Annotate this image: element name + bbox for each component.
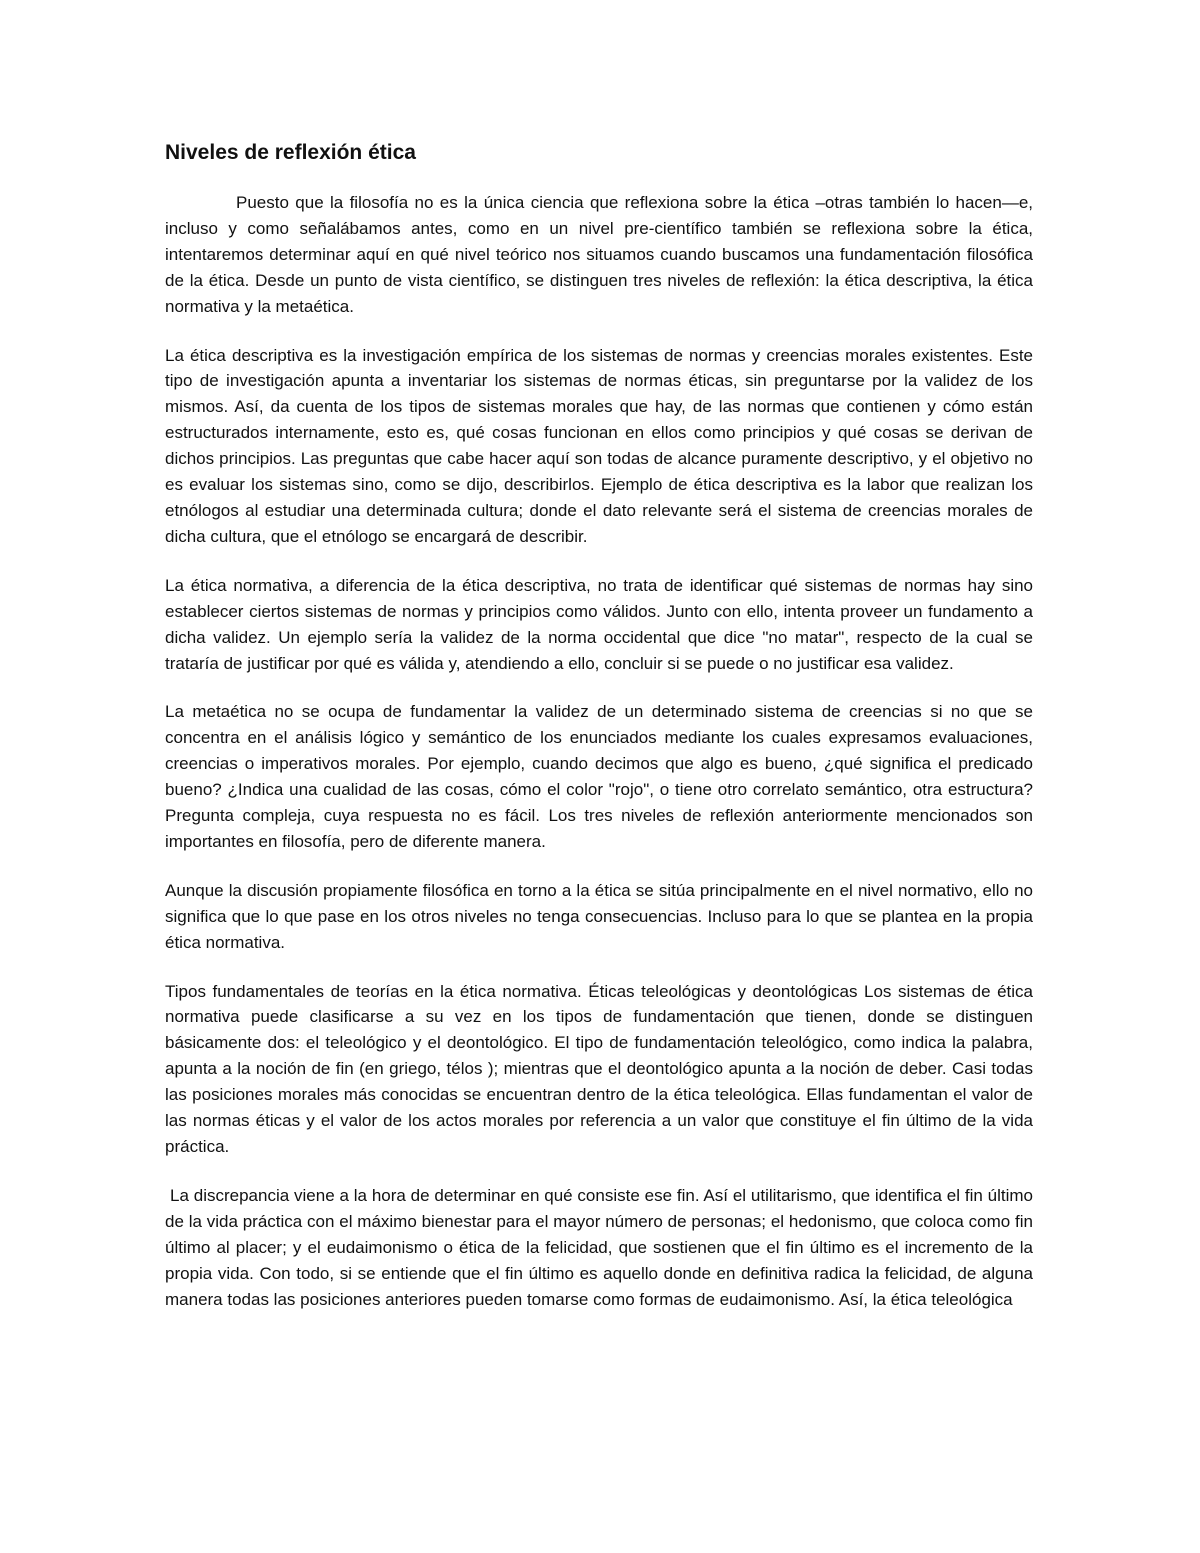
paragraph-metaethics: La metaética no se ocupa de fundamentar la validez de un determinado sistema de creencias si no que se concentra en el análisis lógico y semántico de los enunciados mediante los cuales expresamos evaluaciones, creencias o imperativos morales. Por ejemplo, cuando decimos que algo es bueno, ¿qué significa el predicado bueno? ¿Indica una cualidad de las cosas, cómo el color "rojo", o tiene otro correlato semántico, otra estructura? Pregunta compleja, cuya respuesta no es fácil. Los tres niveles de reflexión anteriormente mencionados son importantes en filosofía, pero de diferente manera. [165, 702, 1033, 851]
document-body [165, 138, 1033, 1312]
paragraph-philosophical-discussion: Aunque la discusión propiamente filosófica en torno a la ética se sitúa principalmente en el nivel normativo, ello no significa que lo que pase en los otros niveles no tenga consecuencias. Incluso para lo que se plantea en la propia ética normativa. [165, 880, 1033, 952]
paragraph-intro: Puesto que la filosofía no es la única ciencia que reflexiona sobre la ética –otras también lo hacen—e, incluso y como señalábamos antes, como en un nivel pre-científico también se reflexiona sobre la ética, intentaremos determinar aquí en qué nivel teórico nos situamos cuando buscamos una fundamentación filosófica de la ética. Desde un punto de vista científico, se distinguen tres niveles de reflexión: la ética descriptiva, la ética normativa y la metaética. [165, 193, 1033, 316]
paragraph-normative-ethics: La ética normativa, a diferencia de la ética descriptiva, no trata de identificar qué sistemas de normas hay sino establecer ciertos sistemas de normas y principios como válidos. Junto con ello, intenta proveer un fundamento a dicha validez. Un ejemplo sería la validez de la norma occidental que dice "no matar", respecto de la cual se trataría de justificar por qué es válida y, atendiendo a ello, concluir si se puede o no justificar esa validez. [165, 575, 1033, 673]
paragraph-discrepancy: La discrepancia viene a la hora de determinar en qué consiste ese fin. Así el utilitarismo, que identifica el fin último de la vida práctica con el máximo bienestar para el mayor número de personas; el hedonismo, que coloca como fin último al placer; y el eudaimonismo o ética de la felicidad, que sostienen que el fin último es el incremento de la propia vida. Con todo, si se entiende que el fin último es aquello donde en definitiva radica la felicidad, de alguna manera todas las posiciones anteriores pueden tomarse como formas de eudaimonismo. Así, la ética teleológica [165, 1185, 1033, 1309]
paragraph-descriptive-ethics: La ética descriptiva es la investigación empírica de los sistemas de normas y creencias morales existentes. Este tipo de investigación apunta a inventariar los sistemas de normas éticas, sin preguntarse por la validez de los mismos. Así, da cuenta de los tipos de sistemas morales que hay, de las normas que contienen y cómo están estructurados internamente, esto es, qué cosas funcionan en ellos como principios y qué cosas se derivan de dichos principios. Las preguntas que cabe hacer aquí son todas de alcance puramente descriptivo, y el objetivo no es evaluar los sistemas sino, como se dijo, describirlos. Ejemplo de ética descriptiva es la labor que realizan los etnólogos al estudiar una determinada cultura; donde el dato relevante será el sistema de creencias morales de dicha cultura, que el etnólogo se encargará de describir. [165, 345, 1033, 546]
paragraph-theory-types: Tipos fundamentales de teorías en la ética normativa. Éticas teleológicas y deontológicas Los sistemas de ética normativa puede clasificarse a su vez en los tipos de fundamentación que tienen, donde se distinguen básicamente dos: el teleológico y el deontológico. El tipo de fundamentación teleológico, como indica la palabra, apunta a la noción de fin (en griego, télos ); mientras que el deontológico apunta a la noción de deber. Casi todas las posiciones morales más conocidas se encuentran dentro de la ética teleológica. Ellas fundamentan el valor de las normas éticas y el valor de los actos morales por referencia a un valor que constituye el fin último de la vida práctica. [165, 981, 1033, 1156]
page-title: Niveles de reflexión ética [165, 141, 416, 164]
